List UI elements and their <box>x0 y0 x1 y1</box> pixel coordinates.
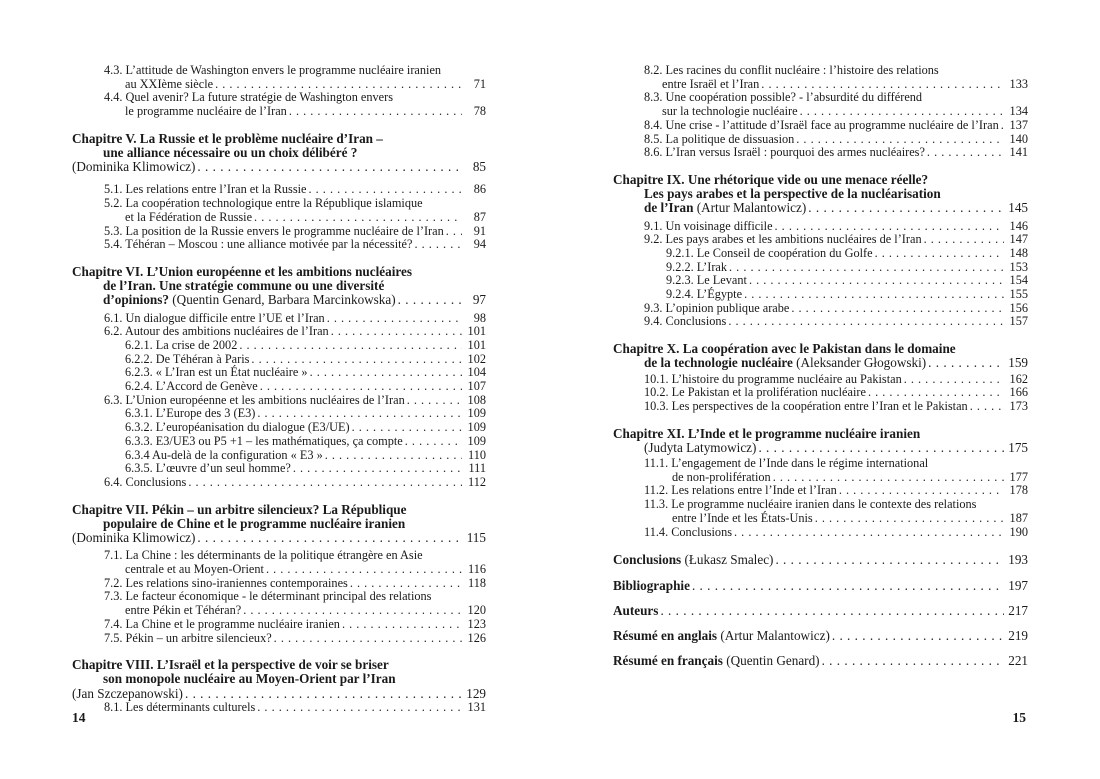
chapter-author: (Aleksander Głogowski) <box>796 355 927 371</box>
toc-entry-5-3[interactable] <box>104 225 486 239</box>
toc-entry-6-2-2[interactable] <box>125 353 486 367</box>
toc-list-left <box>72 64 486 715</box>
toc-entry-8-2[interactable] <box>644 64 1028 91</box>
toc-page-number: 156 <box>1009 300 1028 315</box>
toc-page-number: 193 <box>1008 552 1028 568</box>
toc-entry-9-2-3[interactable] <box>666 274 1028 288</box>
chapter-title-cont: son monopole nucléaire au Moyen-Orient par l’Iran <box>103 671 396 687</box>
toc-page-number: 187 <box>1009 510 1028 525</box>
toc-entry-title: 6.2.1. La crise de 2002 <box>125 337 238 352</box>
toc-entry-title: 4.4. Quel avenir? La future stratégie de Washington envers <box>104 90 394 105</box>
toc-entry-7-4[interactable] <box>104 618 486 632</box>
toc-entry-9-2-2[interactable] <box>666 261 1028 275</box>
toc-entry-title: 9.2.2. L’Irak <box>666 259 728 274</box>
dot-leader <box>266 563 462 577</box>
toc-entry-title: 9.2.3. Le Levant <box>666 273 747 288</box>
toc-entry-8-1[interactable] <box>104 701 486 715</box>
toc-entry-title: 6.2. Autour des ambitions nucléaires de l’Iran <box>104 324 329 339</box>
toc-entry-title: 7.4. La Chine et le programme nucléaire iranien <box>104 616 340 631</box>
toc-entry-5-1[interactable] <box>104 183 486 197</box>
toc-entry-title-cont: le programme nucléaire de l’Iran <box>125 104 287 119</box>
toc-entry-title: 9.2. Les pays arabes et les ambitions nucléaires de l’Iran <box>644 232 922 247</box>
toc-entry-title: 5.4. Téhéran – Moscou : une alliance motivée par la nécessité? <box>104 237 413 252</box>
toc-page-number: 197 <box>1008 577 1028 593</box>
chapter-title-cont: populaire de Chine et le programme nucléaire iranien <box>103 515 406 531</box>
toc-entry-7-5[interactable] <box>104 632 486 646</box>
toc-entry-6-2-4[interactable] <box>125 380 486 394</box>
toc-page-number: 101 <box>467 324 486 339</box>
dot-leader <box>808 201 1004 215</box>
toc-entry-8-3[interactable] <box>644 91 1028 118</box>
toc-page-number: 140 <box>1009 131 1028 146</box>
toc-entry-11-4[interactable] <box>644 526 1028 540</box>
toc-entry-4-3[interactable] <box>104 64 486 91</box>
toc-entry-title-cont: et la Fédération de Russie <box>125 209 253 224</box>
toc-chapter-5[interactable] <box>72 132 486 175</box>
toc-entry-title-cont: au XXIème siècle <box>125 76 214 91</box>
toc-entry-title: 11.3. Le programme nucléaire iranien dans le contexte des relations <box>644 497 977 512</box>
chapter-author: (Dominika Klimowicz) <box>72 159 196 175</box>
toc-page-number: 159 <box>1008 355 1028 371</box>
toc-page-number: 87 <box>473 209 486 224</box>
toc-entry-title: 6.2.3. « L’Iran est un État nucléaire » <box>125 365 308 380</box>
chapter-title-cont: d’opinions? <box>103 292 169 308</box>
section-author: (Artur Malantowicz) <box>720 627 830 643</box>
dot-leader <box>185 687 462 701</box>
toc-page-number: 112 <box>468 474 486 489</box>
toc-entry-title: 6.2.4. L’Accord de Genève <box>125 379 258 394</box>
dot-leader <box>331 325 462 339</box>
dot-leader <box>791 302 1004 316</box>
dot-leader <box>815 512 1004 526</box>
chapter-author: (Jan Szczepanowski) <box>72 685 183 701</box>
toc-entry-10-3[interactable] <box>644 400 1028 414</box>
toc-entry-title: 8.3. Une coopération possible? - l’absurdité du différend <box>644 90 923 105</box>
toc-entry-title: 6.1. Un dialogue difficile entre l’UE et l’Iran <box>104 310 325 325</box>
dot-leader <box>928 356 1004 370</box>
dot-leader <box>350 577 462 591</box>
chapter-title: Chapitre XI. L’Inde et le programme nucléaire iranien <box>613 425 921 441</box>
toc-entry-title: 9.3. L’opinion publique arabe <box>644 300 790 315</box>
toc-entry-title: 10.3. Les perspectives de la coopération entre l’Iran et le Pakistan <box>644 398 968 413</box>
chapter-title: Chapitre VIII. L’Israël et la perspective de voir se briser <box>72 657 389 673</box>
dot-leader <box>327 312 462 326</box>
dot-leader <box>970 400 1004 414</box>
toc-entry-title: 9.4. Conclusions <box>644 314 727 329</box>
toc-entry-title: 7.1. La Chine : les déterminants de la politique étrangère en Asie <box>104 548 423 563</box>
toc-page-number: 154 <box>1009 273 1028 288</box>
chapter-title-cont: une alliance nécessaire ou un choix délibéré ? <box>103 145 358 161</box>
dot-leader <box>197 160 462 174</box>
toc-conclusions[interactable] <box>613 553 1028 567</box>
dot-leader <box>239 339 462 353</box>
toc-entry-8-4[interactable] <box>644 119 1028 133</box>
toc-entry-6-2-3[interactable] <box>125 366 486 380</box>
toc-chapter-10[interactable] <box>613 342 1028 370</box>
toc-entry-6-2-1[interactable] <box>125 339 486 353</box>
toc-entry-6-4[interactable] <box>104 476 486 490</box>
toc-page-number: 137 <box>1009 117 1028 132</box>
section-title: Auteurs <box>613 602 659 618</box>
toc-entry-title: 8.1. Les déterminants culturels <box>104 699 256 714</box>
toc-entry-6-2[interactable] <box>104 325 486 339</box>
toc-page-number: 134 <box>1009 104 1028 119</box>
toc-bibliographie[interactable] <box>613 579 1028 593</box>
toc-chapter-8[interactable] <box>72 658 486 701</box>
dot-leader <box>325 449 462 463</box>
section-author: (Łukasz Smalec) <box>684 552 774 568</box>
dot-leader <box>260 380 462 394</box>
toc-entry-6-3-1[interactable] <box>125 407 486 421</box>
dot-leader <box>243 604 462 618</box>
chapter-title-cont: de l’Iran. Une stratégie commune ou une diversité <box>103 278 385 294</box>
dot-leader <box>215 78 462 92</box>
chapter-author: (Judyta Latymowicz) <box>644 439 757 455</box>
page-number: 14 <box>72 710 86 725</box>
toc-entry-5-2[interactable] <box>104 197 486 224</box>
toc-entry-title-cont: de non-prolifération <box>672 469 771 484</box>
dot-leader <box>904 373 1004 387</box>
toc-entry-11-1[interactable] <box>644 457 1028 484</box>
chapter-author: (Quentin Genard, Barbara Marcinkowska) <box>172 292 396 308</box>
chapter-title-cont: Les pays arabes et la perspective de la nucléarisation <box>644 186 941 202</box>
toc-entry-title: 7.3. Le facteur économique - le déterminant principal des relations <box>104 589 432 604</box>
toc-entry-title: 11.1. L’engagement de l’Inde dans le régime international <box>644 456 929 471</box>
dot-leader <box>197 531 462 545</box>
dot-leader <box>758 441 1004 455</box>
toc-entry-title: 4.3. L’attitude de Washington envers le programme nucléaire iranien <box>104 63 442 77</box>
toc-page-number: 97 <box>472 292 486 308</box>
chapter-title: Chapitre VII. Pékin – un arbitre silencieux? La République <box>72 501 407 517</box>
toc-entry-title: 11.4. Conclusions <box>644 524 733 539</box>
toc-entry-6-3-4[interactable] <box>125 449 486 463</box>
toc-entry-title: 6.3.5. L’œuvre d’un seul homme? <box>125 461 291 476</box>
toc-page-number: 147 <box>1009 232 1028 247</box>
dot-leader <box>796 133 1004 147</box>
toc-entry-title: 5.2. La coopération technologique entre la République islamique <box>104 196 423 211</box>
toc-page-number: 94 <box>473 237 486 252</box>
dot-leader <box>257 407 462 421</box>
toc-page-number: 146 <box>1009 218 1028 233</box>
toc-entry-title-cont: entre Pékin et Téhéran? <box>125 603 242 618</box>
section-author: (Quentin Genard) <box>726 653 820 669</box>
toc-page-number: 123 <box>467 616 486 631</box>
toc-entry-7-2[interactable] <box>104 577 486 591</box>
toc-entry-9-1[interactable] <box>644 220 1028 234</box>
chapter-author: (Dominika Klimowicz) <box>72 530 196 546</box>
toc-entry-9-4[interactable] <box>644 315 1028 329</box>
dot-leader <box>310 366 462 380</box>
dot-leader <box>875 247 1004 261</box>
dot-leader <box>446 225 462 239</box>
toc-page-number: 115 <box>466 530 486 546</box>
dot-leader <box>822 654 1004 668</box>
chapter-title: Chapitre X. La coopération avec le Pakistan dans le domaine <box>613 341 956 357</box>
toc-entry-10-1[interactable] <box>644 373 1028 387</box>
dot-leader <box>251 353 462 367</box>
toc-page-number: 98 <box>473 310 486 325</box>
chapter-title: Chapitre VI. L’Union européenne et les ambitions nucléaires <box>72 263 412 279</box>
dot-leader <box>405 435 462 449</box>
section-title: Conclusions <box>613 552 682 568</box>
toc-page-number: 129 <box>466 685 486 701</box>
dot-leader <box>749 274 1004 288</box>
section-title: Résumé en anglais <box>613 627 718 643</box>
toc-entry-title: 10.2. Le Pakistan et la prolifération nucléaire <box>644 385 866 400</box>
toc-entry-title: 6.4. Conclusions <box>104 474 187 489</box>
toc-entry-title: 6.3. L’Union européenne et les ambitions nucléaires de l’Iran <box>104 392 405 407</box>
dot-leader <box>692 579 1004 593</box>
toc-entry-title: 6.3.1. L’Europe des 3 (E3) <box>125 406 256 421</box>
toc-page-number: 219 <box>1008 627 1028 643</box>
chapter-author: (Artur Malantowicz) <box>696 200 807 216</box>
toc-entry-title: 9.2.1. Le Conseil de coopération du Golfe <box>666 245 873 260</box>
toc-entry-8-6[interactable] <box>644 146 1028 160</box>
dot-leader <box>761 78 1004 92</box>
toc-entry-6-3-5[interactable] <box>125 462 486 476</box>
toc-page-number: 217 <box>1008 602 1028 618</box>
dot-leader <box>728 315 1004 329</box>
chapter-title: Chapitre V. La Russie et le problème nucléaire d’Iran – <box>72 130 383 146</box>
dot-leader <box>289 105 462 119</box>
toc-page-number: 104 <box>467 365 486 380</box>
toc-page-number: 145 <box>1008 200 1028 216</box>
toc-page-number: 78 <box>473 104 486 119</box>
toc-entry-9-2[interactable] <box>644 233 1028 247</box>
toc-chapter-9[interactable] <box>613 173 1028 216</box>
toc-entry-title: 6.3.4 Au-delà de la configuration « E3 » <box>125 447 323 462</box>
dot-leader <box>1001 119 1004 133</box>
dot-leader <box>293 462 462 476</box>
dot-leader <box>773 471 1004 485</box>
toc-page-number: 109 <box>467 420 486 435</box>
toc-entry-title-cont: sur la technologie nucléaire <box>662 104 798 119</box>
toc-page-number: 109 <box>467 406 486 421</box>
toc-page-number: 175 <box>1008 439 1028 455</box>
dot-leader <box>274 632 462 646</box>
toc-entry-title: 5.1. Les relations entre l’Iran et la Russie <box>104 182 307 197</box>
toc-page-number: 120 <box>467 603 486 618</box>
toc-page-number: 155 <box>1009 287 1028 302</box>
toc-entry-title: 8.2. Les racines du conflit nucléaire : l’histoire des relations <box>644 63 939 77</box>
toc-page-number: 101 <box>467 337 486 352</box>
toc-auteurs[interactable] <box>613 604 1028 618</box>
toc-entry-title: 9.1. Un voisinage difficile <box>644 218 773 233</box>
dot-leader <box>729 261 1004 275</box>
chapter-title-cont: de l’Iran <box>644 200 694 216</box>
toc-page-number: 108 <box>467 392 486 407</box>
toc-page-number: 178 <box>1009 483 1028 498</box>
toc-page-number: 148 <box>1009 245 1028 260</box>
toc-page-number: 71 <box>473 76 486 91</box>
toc-page-number: 153 <box>1009 259 1028 274</box>
toc-page-number: 126 <box>467 630 486 645</box>
toc-page-number: 141 <box>1009 145 1028 160</box>
toc-page-number: 190 <box>1009 524 1028 539</box>
toc-chapter-7[interactable] <box>72 503 486 546</box>
toc-page-number: 116 <box>468 562 486 576</box>
toc-entry-6-1[interactable] <box>104 312 486 326</box>
toc-page-number: 173 <box>1009 398 1028 413</box>
dot-leader <box>188 476 462 490</box>
dot-leader <box>414 238 462 252</box>
toc-entry-6-3-3[interactable] <box>125 435 486 449</box>
dot-leader <box>660 604 1004 618</box>
dot-leader <box>868 386 1004 400</box>
toc-entry-title: 8.6. L’Iran versus Israël : pourquoi des armes nucléaires? <box>644 145 925 160</box>
dot-leader <box>734 526 1004 540</box>
toc-entry-title: 8.5. La politique de dissuasion <box>644 131 795 146</box>
toc-entry-title: 6.3.3. E3/UE3 ou P5 +1 – les mathématiques, ça compte <box>125 433 403 448</box>
dot-leader <box>800 105 1004 119</box>
toc-page-number: 166 <box>1009 385 1028 400</box>
toc-entry-9-2-1[interactable] <box>666 247 1028 261</box>
toc-chapter-6[interactable] <box>72 265 486 308</box>
dot-leader <box>775 553 1004 567</box>
dot-leader <box>257 701 462 715</box>
toc-page-number: 86 <box>473 182 486 197</box>
toc-entry-title: 6.3.2. L’européanisation du dialogue (E3/UE) <box>125 420 350 435</box>
toc-entry-title: 6.2.2. De Téhéran à Paris <box>125 351 250 366</box>
dot-leader <box>342 618 462 632</box>
toc-page-number: 118 <box>468 575 486 590</box>
toc-resume-francais[interactable] <box>613 654 1028 668</box>
toc-page-number: 85 <box>472 159 486 175</box>
chapter-title: Chapitre IX. Une rhétorique vide ou une menace réelle? <box>613 171 929 187</box>
toc-entry-title: 11.2. Les relations entre l’Inde et l’Iran <box>644 483 837 498</box>
toc-entry-10-2[interactable] <box>644 386 1028 400</box>
toc-entry-8-5[interactable] <box>644 133 1028 147</box>
section-title: Résumé en français <box>613 653 723 669</box>
dot-leader <box>407 394 462 408</box>
toc-entry-title: 5.3. La position de la Russie envers le programme nucléaire de l’Iran <box>104 223 444 238</box>
toc-entry-title-cont: entre Israël et l’Iran <box>662 76 760 91</box>
toc-entry-title: 10.1. L’histoire du programme nucléaire au Pakistan <box>644 371 902 386</box>
toc-page-number: 109 <box>467 433 486 448</box>
toc-entry-11-2[interactable] <box>644 484 1028 498</box>
dot-leader <box>832 629 1004 643</box>
chapter-title-cont: de la technologie nucléaire <box>644 355 793 371</box>
toc-entry-title-cont: centrale et au Moyen-Orient <box>125 562 264 576</box>
toc-page-number: 157 <box>1009 314 1028 329</box>
toc-entry-4-4[interactable] <box>104 91 486 118</box>
toc-page-number: 107 <box>467 379 486 394</box>
toc-entry-11-3[interactable] <box>644 498 1028 525</box>
dot-leader <box>309 183 463 197</box>
toc-page-number: 162 <box>1009 371 1028 386</box>
toc-entry-5-4[interactable] <box>104 238 486 252</box>
toc-page-number: 177 <box>1009 469 1028 484</box>
toc-entry-7-3[interactable] <box>104 590 486 617</box>
toc-entry-7-1[interactable] <box>104 549 486 576</box>
dot-leader <box>352 421 462 435</box>
toc-page-number: 131 <box>467 699 486 714</box>
toc-entry-9-2-4[interactable] <box>666 288 1028 302</box>
toc-entry-title: 9.2.4. L’Égypte <box>666 287 743 302</box>
toc-page-number: 91 <box>473 223 486 238</box>
dot-leader <box>398 293 462 307</box>
dot-leader <box>775 220 1004 234</box>
toc-entry-title-cont: entre l’Inde et les États-Unis <box>672 510 813 525</box>
toc-entry-6-3-2[interactable] <box>125 421 486 435</box>
toc-page-number: 133 <box>1009 76 1028 91</box>
toc-resume-anglais[interactable] <box>613 629 1028 643</box>
toc-page-number: 111 <box>468 461 486 476</box>
dot-leader <box>254 211 462 225</box>
toc-entry-9-3[interactable] <box>644 302 1028 316</box>
toc-entry-title: 7.2. Les relations sino-iraniennes contemporaines <box>104 575 348 590</box>
toc-entry-6-3[interactable] <box>104 394 486 408</box>
toc-entry-title: 7.5. Pékin – un arbitre silencieux? <box>104 630 272 645</box>
dot-leader <box>924 233 1004 247</box>
dot-leader <box>927 146 1004 160</box>
dot-leader <box>744 288 1004 302</box>
toc-page-number: 221 <box>1008 653 1028 669</box>
toc-chapter-11[interactable] <box>613 427 1028 455</box>
toc-entry-title: 8.4. Une crise - l’attitude d’Israël face au programme nucléaire de l’Iran <box>644 117 999 132</box>
toc-page-number: 110 <box>468 447 486 462</box>
toc-page-number: 102 <box>467 351 486 366</box>
toc-list-right <box>613 64 1028 668</box>
dot-leader <box>839 484 1004 498</box>
section-title: Bibliographie <box>613 577 690 593</box>
page-number: 15 <box>1012 710 1026 725</box>
